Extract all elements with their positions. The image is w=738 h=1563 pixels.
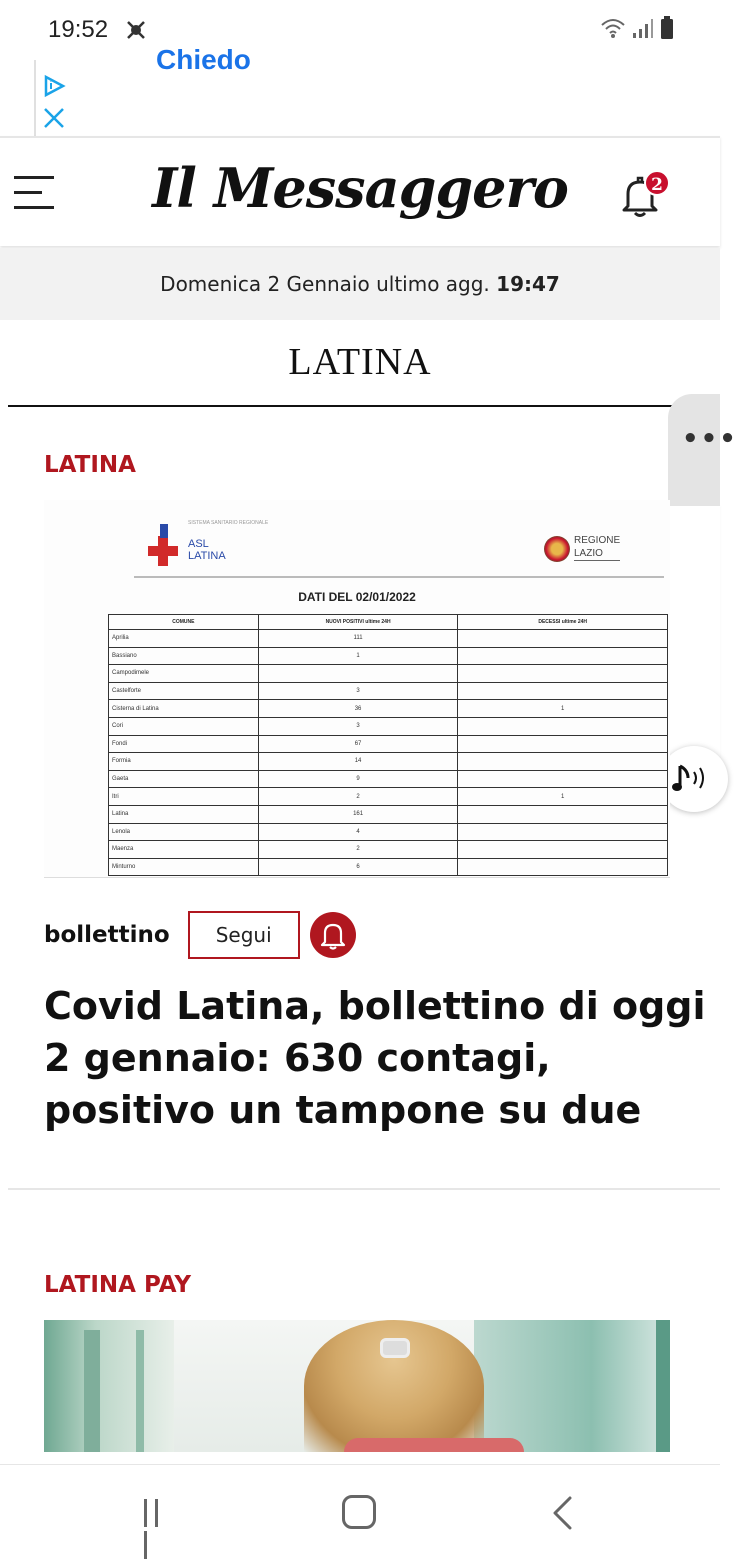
- audio-button[interactable]: [660, 746, 728, 812]
- positivi-cell: 2: [258, 788, 458, 806]
- photo-post: [656, 1320, 670, 1452]
- table-header-cell: COMUNE: [109, 615, 259, 630]
- decessi-cell: 1: [458, 788, 668, 806]
- article-kicker-2[interactable]: LATINA PAY: [44, 1272, 191, 1298]
- signal-off-icon: [124, 18, 148, 42]
- table-header-cell: DECESSI ultime 24H: [458, 615, 668, 630]
- region-seal-icon: [544, 536, 570, 562]
- signal-icon: [632, 17, 654, 39]
- comune-cell: Lenola: [109, 823, 259, 841]
- date-text: Domenica 2 Gennaio ultimo agg.: [160, 272, 490, 296]
- positivi-cell: 2: [258, 841, 458, 859]
- status-time: 19:52: [48, 16, 109, 43]
- decessi-cell: [458, 647, 668, 665]
- decessi-cell: [458, 682, 668, 700]
- headline-line[interactable]: positivo un tampone su due: [44, 1088, 642, 1132]
- table-row: [109, 841, 668, 859]
- table-body: [109, 630, 668, 876]
- table-row: [109, 770, 668, 788]
- asl-cross-accent: [160, 524, 168, 538]
- side-widget-panel: [668, 506, 720, 786]
- table-row: [109, 630, 668, 648]
- bell-icon: [310, 912, 356, 958]
- update-time: 19:47: [496, 272, 560, 296]
- article-kicker[interactable]: LATINA: [44, 452, 136, 478]
- close-icon[interactable]: [42, 106, 66, 130]
- doc-small-header: SISTEMA SANITARIO REGIONALE: [188, 520, 269, 526]
- notification-badge: 2: [644, 170, 670, 196]
- topic-notify-button[interactable]: [310, 912, 356, 958]
- photo-wall-left: [44, 1320, 174, 1452]
- headline-line[interactable]: Covid Latina, bollettino di oggi: [44, 984, 706, 1028]
- positivi-cell: 4: [258, 823, 458, 841]
- decessi-cell: [458, 630, 668, 648]
- positivi-cell: 67: [258, 735, 458, 753]
- decessi-cell: [458, 823, 668, 841]
- positivi-cell: 161: [258, 805, 458, 823]
- adchoices-icon[interactable]: [42, 74, 66, 98]
- table-header-row: [109, 615, 668, 630]
- decessi-cell: [458, 858, 668, 876]
- article-image-2[interactable]: [44, 1320, 670, 1452]
- positivi-cell: 111: [258, 630, 458, 648]
- site-logo[interactable]: Il Messaggero: [152, 156, 568, 220]
- article-image[interactable]: [44, 500, 670, 878]
- region-logo-text: [574, 534, 620, 561]
- home-icon[interactable]: [342, 1495, 376, 1529]
- section-title: LATINA: [288, 341, 432, 383]
- positivi-cell: 6: [258, 858, 458, 876]
- positivi-cell: 3: [258, 717, 458, 735]
- table-row: [109, 665, 668, 683]
- photo-door-frame-2: [136, 1330, 144, 1452]
- positivi-cell: 1: [258, 647, 458, 665]
- site-header: [0, 136, 720, 246]
- comune-cell: Cisterna di Latina: [109, 700, 259, 718]
- asl-line-2: LATINA: [188, 550, 226, 562]
- comune-cell: Gaeta: [109, 770, 259, 788]
- table-row: [109, 753, 668, 771]
- ad-text[interactable]: Chiedo: [156, 44, 251, 75]
- status-right-icons: [600, 16, 674, 40]
- positivi-cell: 14: [258, 753, 458, 771]
- table-row: [109, 858, 668, 876]
- comune-cell: Campodimele: [109, 665, 259, 683]
- region-line-2: LAZIO: [574, 548, 603, 559]
- comune-cell: Fondi: [109, 735, 259, 753]
- ad-banner[interactable]: [34, 44, 720, 136]
- status-bar: [0, 0, 720, 60]
- table-row: [109, 823, 668, 841]
- more-dots-icon: •••: [682, 424, 738, 454]
- decessi-cell: [458, 770, 668, 788]
- audio-note-icon: [672, 762, 712, 798]
- document-date-title: DATI DEL 02/01/2022: [298, 590, 416, 604]
- comune-cell: Castelforte: [109, 682, 259, 700]
- covid-data-table: [108, 614, 668, 876]
- decessi-cell: [458, 717, 668, 735]
- side-more-button[interactable]: [668, 394, 738, 506]
- table-row: [109, 717, 668, 735]
- photo-wall-right: [474, 1320, 670, 1452]
- document-divider: [134, 576, 664, 578]
- document-header: [144, 514, 664, 574]
- positivi-cell: 36: [258, 700, 458, 718]
- positivi-cell: 9: [258, 770, 458, 788]
- follow-button[interactable]: Segui: [188, 911, 300, 959]
- comune-cell: Cori: [109, 717, 259, 735]
- positivi-cell: [258, 665, 458, 683]
- headline-line[interactable]: 2 gennaio: 630 contagi,: [44, 1036, 551, 1080]
- region-line-1: REGIONE: [574, 535, 621, 546]
- table-row: [109, 735, 668, 753]
- comune-cell: Minturno: [109, 858, 259, 876]
- decessi-cell: [458, 665, 668, 683]
- table-row: [109, 788, 668, 806]
- recent-apps-icon[interactable]: [144, 1499, 174, 1527]
- comune-cell: Itri: [109, 788, 259, 806]
- asl-line-1: ASL: [188, 538, 209, 550]
- region-logo: [544, 532, 654, 572]
- article-headline[interactable]: [44, 980, 734, 1136]
- table-row: [109, 805, 668, 823]
- notifications-button[interactable]: [620, 174, 664, 220]
- decessi-cell: [458, 735, 668, 753]
- comune-cell: Formia: [109, 753, 259, 771]
- section-divider: [8, 405, 698, 407]
- photo-person-shoulder: [344, 1438, 524, 1452]
- decessi-cell: [458, 841, 668, 859]
- topic-tag[interactable]: bollettino: [44, 922, 170, 948]
- table-row: [109, 682, 668, 700]
- positivi-cell: 3: [258, 682, 458, 700]
- table-header-cell: NUOVI POSITIVI ultime 24H: [258, 615, 458, 630]
- tag-row: [44, 910, 356, 960]
- table-row: [109, 647, 668, 665]
- article-divider: [8, 1188, 720, 1190]
- table-row: [109, 700, 668, 718]
- asl-logo-text: [188, 538, 226, 562]
- photo-hair-clip: [380, 1338, 410, 1358]
- decessi-cell: [458, 805, 668, 823]
- back-icon[interactable]: [550, 1495, 574, 1531]
- decessi-cell: 1: [458, 700, 668, 718]
- photo-door-frame: [84, 1330, 100, 1452]
- comune-cell: Latina: [109, 805, 259, 823]
- asl-cross-icon: [148, 536, 178, 566]
- wifi-icon: [600, 17, 626, 39]
- comune-cell: Maenza: [109, 841, 259, 859]
- date-bar: [0, 248, 720, 320]
- comune-cell: Aprilia: [109, 630, 259, 648]
- comune-cell: Bassiano: [109, 647, 259, 665]
- battery-icon: [660, 16, 674, 40]
- decessi-cell: [458, 753, 668, 771]
- system-nav-bar: [0, 1464, 720, 1560]
